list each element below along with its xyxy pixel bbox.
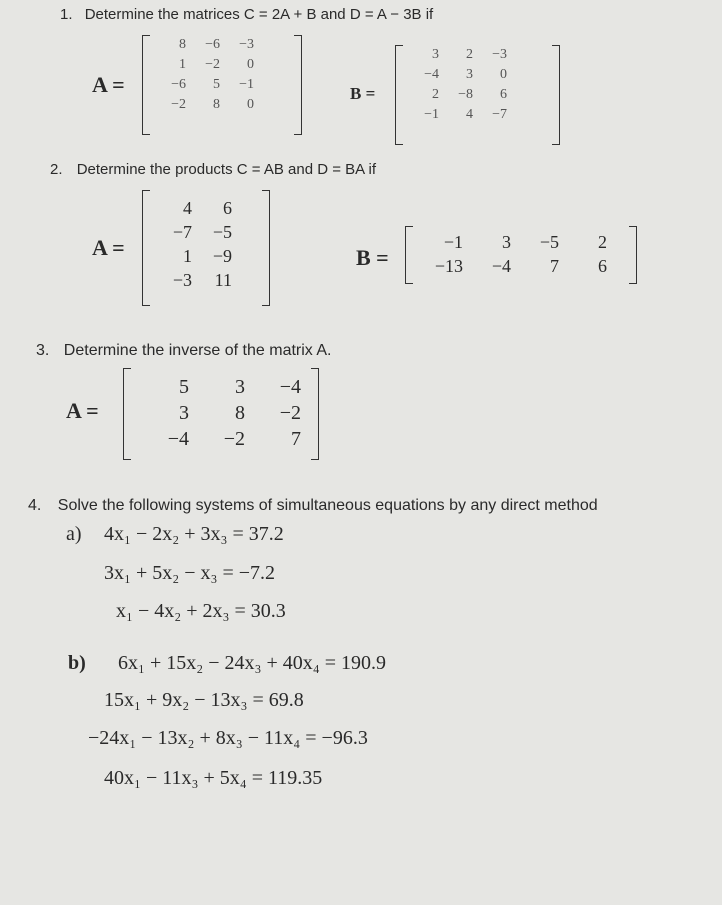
matrix-cell: 2 [598, 232, 607, 252]
matrix-cell: −3 [239, 37, 254, 52]
q3-matrix-a-label: A = [66, 398, 99, 423]
matrix-cell: 3 [179, 402, 189, 424]
q1-matrix-a-grid [152, 35, 254, 115]
matrix-cell: 1 [179, 57, 186, 72]
q2-matrix-b [405, 226, 637, 284]
matrix-cell: 2 [432, 87, 439, 102]
question-2-text: Determine the products C = AB and D = BA if [76, 161, 377, 178]
matrix-cell: −13 [434, 256, 463, 276]
question-3 [36, 342, 331, 360]
matrix-cell: −2 [205, 57, 220, 72]
q2-matrix-a [142, 190, 270, 306]
question-4 [28, 497, 598, 515]
matrix-cell: 8 [235, 402, 245, 424]
q1-matrix-a-label: A = [92, 72, 125, 97]
equation: x₁ − 4x₂ + 2x₃ = 30.3 [116, 600, 286, 622]
matrix-cell: −6 [171, 77, 186, 92]
matrix-cell: 6 [598, 256, 607, 276]
question-2-number: 2. [50, 161, 63, 178]
matrix-cell: 2 [466, 47, 473, 62]
equation: 6x₁ + 15x₂ − 24x₃ + 40x₄ = 190.9 [118, 652, 387, 674]
matrix-cell: −4 [424, 67, 439, 82]
matrix-cell: −4 [491, 256, 511, 276]
q4-part-a-label: a) [66, 523, 82, 545]
matrix-cell: −3 [492, 47, 507, 62]
equation: −24x₁ − 13x₂ + 8x₃ − 11x₄ = −96.3 [88, 727, 368, 749]
matrix-cell: 3 [502, 232, 511, 252]
question-1-number: 1. [60, 6, 73, 23]
matrix-cell: −1 [239, 77, 254, 92]
matrix-cell: 7 [291, 428, 301, 450]
matrix-cell: 6 [500, 87, 507, 102]
matrix-cell: −8 [458, 87, 473, 102]
matrix-cell: 4 [183, 198, 192, 218]
question-3-text: Determine the inverse of the matrix A. [63, 342, 332, 359]
matrix-cell: −4 [279, 376, 301, 398]
matrix-cell: 3 [235, 376, 245, 398]
q1-matrix-b-grid [405, 45, 507, 125]
matrix-cell: −2 [279, 402, 301, 424]
matrix-cell: −7 [172, 222, 192, 242]
question-1 [60, 6, 433, 23]
matrix-cell: 6 [223, 198, 232, 218]
q2-matrix-a-grid [152, 196, 232, 292]
matrix-cell: 3 [466, 67, 473, 82]
q1-matrix-b [395, 45, 560, 145]
question-1-text: Determine the matrices C = 2A + B and D = A − 3B if [84, 6, 434, 23]
q4-part-b-label: b) [68, 652, 86, 674]
matrix-cell: 7 [550, 256, 559, 276]
question-3-number: 3. [36, 342, 50, 359]
q3-matrix-a [123, 368, 319, 460]
matrix-cell: 8 [179, 37, 186, 52]
q2-matrix-a-label: A = [92, 235, 125, 260]
matrix-cell: 0 [247, 97, 254, 112]
question-2 [50, 161, 376, 178]
q1-matrix-b-label: B = [350, 84, 376, 103]
q2-matrix-b-label: B = [356, 245, 389, 270]
question-4-number: 4. [28, 497, 42, 514]
matrix-cell: 1 [183, 246, 192, 266]
q1-matrix-a [142, 35, 302, 135]
matrix-cell: −7 [492, 107, 507, 122]
matrix-cell: −1 [443, 232, 463, 252]
matrix-cell: −9 [212, 246, 232, 266]
matrix-cell: 5 [179, 376, 189, 398]
matrix-cell: −5 [212, 222, 232, 242]
matrix-cell: −3 [172, 270, 192, 290]
matrix-cell: 11 [214, 270, 232, 290]
matrix-cell: 3 [432, 47, 439, 62]
matrix-cell: 5 [213, 77, 220, 92]
matrix-cell: 0 [247, 57, 254, 72]
matrix-cell: −2 [223, 428, 245, 450]
matrix-cell: −1 [424, 107, 439, 122]
matrix-cell: 4 [466, 107, 473, 122]
q2-matrix-b-grid [415, 230, 607, 278]
matrix-cell: −4 [167, 428, 189, 450]
equation: 4x₁ − 2x₂ + 3x₃ = 37.2 [104, 523, 284, 545]
equation: 15x₁ + 9x₂ − 13x₃ = 69.8 [104, 689, 304, 711]
q3-matrix-a-grid [133, 374, 301, 452]
matrix-cell: 8 [213, 97, 220, 112]
matrix-cell: −6 [205, 37, 220, 52]
question-4-text: Solve the following systems of simultaneous equations by any direct method [57, 497, 598, 514]
matrix-cell: −5 [539, 232, 559, 252]
matrix-cell: 0 [500, 67, 507, 82]
equation: 40x₁ − 11x₃ + 5x₄ = 119.35 [104, 767, 323, 789]
matrix-cell: −2 [171, 97, 186, 112]
equation: 3x₁ + 5x₂ − x₃ = −7.2 [104, 562, 276, 584]
